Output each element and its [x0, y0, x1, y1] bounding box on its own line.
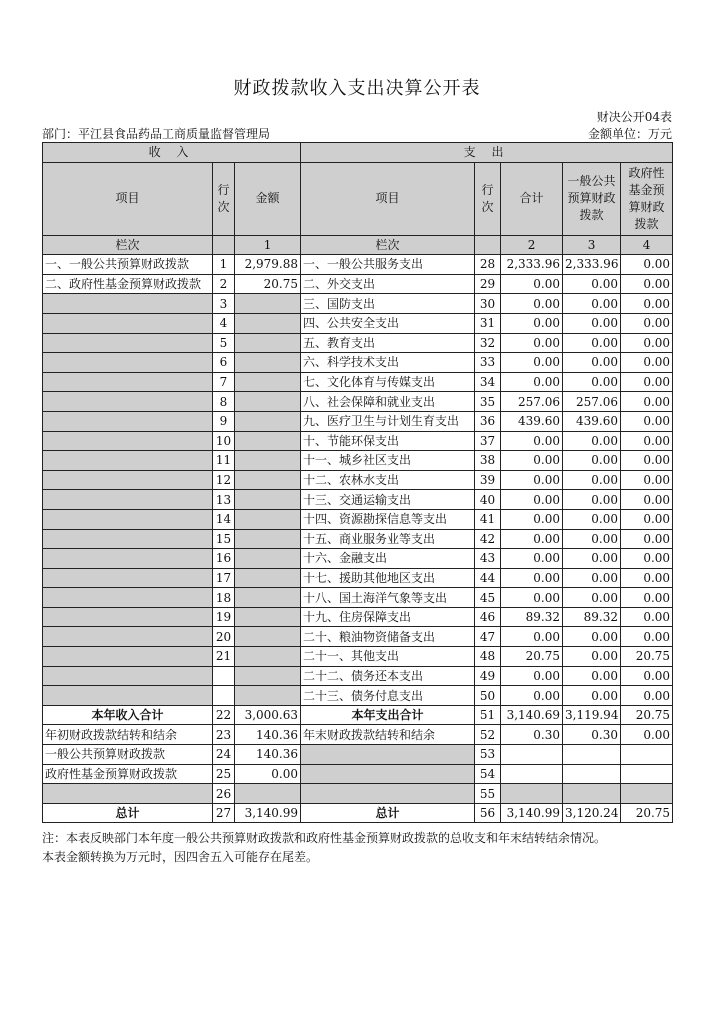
expense-item: 六、科学技术支出 [301, 353, 475, 373]
general-budget-amount: 0.00 [563, 509, 621, 529]
grand-expense-fund: 20.75 [621, 803, 673, 823]
line-number: 54 [475, 764, 501, 784]
expense-total: 0.00 [501, 333, 563, 353]
line-number: 32 [475, 333, 501, 353]
begin-fund-row [43, 764, 673, 784]
expense-total: 2,333.96 [501, 255, 563, 275]
end-balance-general: 0.30 [563, 725, 621, 745]
gov-fund-header: 政府性基金预算财政拨款 [621, 162, 673, 235]
line-number [213, 686, 235, 706]
line-number: 41 [475, 509, 501, 529]
line-number: 17 [213, 568, 235, 588]
expense-total: 89.32 [501, 607, 563, 627]
income-item [43, 372, 213, 392]
income-amount: 20.75 [235, 274, 301, 294]
grand-total-row [43, 803, 673, 823]
line-number: 53 [475, 745, 501, 765]
blank-cell [563, 784, 621, 804]
column-index-2: 2 [501, 235, 563, 255]
general-budget-amount: 2,333.96 [563, 255, 621, 275]
table-row [43, 568, 673, 588]
line-number: 46 [475, 607, 501, 627]
expense-total: 20.75 [501, 647, 563, 667]
column-index-blank [475, 235, 501, 255]
year-expense-total: 3,140.69 [501, 705, 563, 725]
income-amount: 2,979.88 [235, 255, 301, 275]
general-budget-amount: 0.00 [563, 529, 621, 549]
gov-fund-amount: 0.00 [621, 313, 673, 333]
gov-fund-amount: 0.00 [621, 392, 673, 412]
page-title: 财政拨款收入支出决算公开表 [233, 78, 481, 99]
blank-cell [563, 764, 621, 784]
table-row [43, 274, 673, 294]
line-number: 1 [213, 255, 235, 275]
line-number: 48 [475, 647, 501, 667]
table-row [43, 509, 673, 529]
gov-fund-amount: 0.00 [621, 509, 673, 529]
expense-total: 0.00 [501, 313, 563, 333]
expense-item: 二、外交支出 [301, 274, 475, 294]
general-budget-amount: 0.00 [563, 568, 621, 588]
gov-fund-amount: 0.00 [621, 529, 673, 549]
table-row [43, 294, 673, 314]
line-number: 36 [475, 411, 501, 431]
blank-cell [621, 784, 673, 804]
line-number: 38 [475, 451, 501, 471]
table-row [43, 647, 673, 667]
general-budget-header: 一般公共预算财政拨款 [563, 162, 621, 235]
year-expense-label: 本年支出合计 [301, 705, 475, 725]
income-item [43, 470, 213, 490]
line-number: 43 [475, 549, 501, 569]
income-amount [235, 529, 301, 549]
income-amount [235, 686, 301, 706]
table-row [43, 490, 673, 510]
gov-fund-amount: 0.00 [621, 353, 673, 373]
expense-item: 四、公共安全支出 [301, 313, 475, 333]
blank-cell [301, 784, 475, 804]
general-budget-amount: 0.00 [563, 431, 621, 451]
line-number: 14 [213, 509, 235, 529]
line-number: 9 [213, 411, 235, 431]
line-number: 12 [213, 470, 235, 490]
income-amount [235, 431, 301, 451]
income-item [43, 686, 213, 706]
general-budget-amount: 0.00 [563, 313, 621, 333]
column-index-3: 3 [563, 235, 621, 255]
general-budget-amount: 0.00 [563, 647, 621, 667]
expense-item: 八、社会保障和就业支出 [301, 392, 475, 412]
income-amount [235, 588, 301, 608]
income-item [43, 549, 213, 569]
gov-fund-amount: 0.00 [621, 372, 673, 392]
table-row [43, 333, 673, 353]
expense-total: 0.00 [501, 627, 563, 647]
line-number: 29 [475, 274, 501, 294]
expense-item: 十三、交通运输支出 [301, 490, 475, 510]
gov-fund-amount: 0.00 [621, 451, 673, 471]
begin-balance-amount: 140.36 [235, 725, 301, 745]
grand-expense-label: 总计 [301, 803, 475, 823]
income-amount [235, 372, 301, 392]
column-index-row [43, 235, 673, 255]
begin-fund-label: 政府性基金预算财政拨款 [43, 764, 213, 784]
income-item [43, 666, 213, 686]
expense-total: 0.00 [501, 294, 563, 314]
income-amount [235, 607, 301, 627]
income-item [43, 568, 213, 588]
line-number: 26 [213, 784, 235, 804]
year-total-row [43, 705, 673, 725]
table-row [43, 431, 673, 451]
year-expense-fund: 20.75 [621, 705, 673, 725]
income-item-header: 项目 [43, 162, 213, 235]
line-number: 37 [475, 431, 501, 451]
expense-total: 0.00 [501, 509, 563, 529]
general-budget-amount: 0.00 [563, 686, 621, 706]
table-notes [42, 829, 682, 867]
income-amount [235, 568, 301, 588]
expense-item: 十五、商业服务业等支出 [301, 529, 475, 549]
end-balance-total: 0.30 [501, 725, 563, 745]
table-row [43, 627, 673, 647]
general-budget-amount: 0.00 [563, 274, 621, 294]
expense-item: 十、节能环保支出 [301, 431, 475, 451]
general-budget-amount: 0.00 [563, 451, 621, 471]
table-row [43, 588, 673, 608]
line-number: 30 [475, 294, 501, 314]
income-item [43, 509, 213, 529]
income-item [43, 607, 213, 627]
gov-fund-amount: 0.00 [621, 666, 673, 686]
begin-general-amount: 140.36 [235, 745, 301, 765]
expense-total: 0.00 [501, 549, 563, 569]
department-label: 部门：平江县食品药品工商质量监督管理局 [42, 127, 271, 141]
note-line: 本表金额转换为万元时，因四舍五入可能存在尾差。 [42, 850, 319, 864]
gov-fund-amount: 20.75 [621, 647, 673, 667]
line-number: 6 [213, 353, 235, 373]
line-number: 51 [475, 705, 501, 725]
blank-cell [563, 745, 621, 765]
general-budget-amount: 0.00 [563, 588, 621, 608]
income-item: 二、政府性基金预算财政拨款 [43, 274, 213, 294]
begin-general-row [43, 745, 673, 765]
gov-fund-amount: 0.00 [621, 568, 673, 588]
income-item [43, 294, 213, 314]
income-amount [235, 627, 301, 647]
line-number: 4 [213, 313, 235, 333]
income-amount [235, 392, 301, 412]
income-amount [235, 313, 301, 333]
expense-total: 0.00 [501, 431, 563, 451]
income-amount [235, 470, 301, 490]
note-line: 注：本表反映部门本年度一般公共预算财政拨款和政府性基金预算财政拨款的总收支和年末结转结余情况。 [42, 831, 607, 845]
fiscal-allocation-table [42, 142, 673, 823]
gov-fund-amount: 0.00 [621, 431, 673, 451]
expense-item: 二十、粮油物资储备支出 [301, 627, 475, 647]
line-number: 39 [475, 470, 501, 490]
income-amount [235, 490, 301, 510]
expense-total-header: 合计 [501, 162, 563, 235]
income-amount-header: 金额 [235, 162, 301, 235]
gov-fund-amount: 0.00 [621, 490, 673, 510]
line-number: 5 [213, 333, 235, 353]
income-item [43, 333, 213, 353]
expense-item: 十七、援助其他地区支出 [301, 568, 475, 588]
blank-cell [501, 764, 563, 784]
blank-cell [501, 784, 563, 804]
income-section-header: 收 入 [43, 143, 301, 163]
gov-fund-amount: 0.00 [621, 588, 673, 608]
gov-fund-amount: 0.00 [621, 607, 673, 627]
income-item [43, 313, 213, 333]
column-index-label-expense: 栏次 [301, 235, 475, 255]
income-item [43, 529, 213, 549]
table-row [43, 353, 673, 373]
general-budget-amount: 0.00 [563, 294, 621, 314]
table-row [43, 313, 673, 333]
table-row [43, 255, 673, 275]
column-index-blank [213, 235, 235, 255]
form-code: 财决公开04表 [596, 110, 672, 124]
line-number: 28 [475, 255, 501, 275]
income-amount [235, 294, 301, 314]
grand-expense-total: 3,140.99 [501, 803, 563, 823]
line-number: 19 [213, 607, 235, 627]
expense-line-header: 行次 [475, 162, 501, 235]
line-number: 3 [213, 294, 235, 314]
expense-total: 0.00 [501, 470, 563, 490]
expense-total: 0.00 [501, 451, 563, 471]
begin-general-label: 一般公共预算财政拨款 [43, 745, 213, 765]
general-budget-amount: 89.32 [563, 607, 621, 627]
line-number: 52 [475, 725, 501, 745]
gov-fund-amount: 0.00 [621, 411, 673, 431]
table-row [43, 372, 673, 392]
year-expense-general: 3,119.94 [563, 705, 621, 725]
line-number: 10 [213, 431, 235, 451]
expense-item: 三、国防支出 [301, 294, 475, 314]
income-item [43, 392, 213, 412]
general-budget-amount: 0.00 [563, 627, 621, 647]
line-number: 49 [475, 666, 501, 686]
income-item [43, 411, 213, 431]
general-budget-amount: 0.00 [563, 333, 621, 353]
general-budget-amount: 0.00 [563, 470, 621, 490]
line-number: 44 [475, 568, 501, 588]
income-line-header: 行次 [213, 162, 235, 235]
expense-item: 九、医疗卫生与计划生育支出 [301, 411, 475, 431]
income-item [43, 451, 213, 471]
expense-item: 二十三、债务付息支出 [301, 686, 475, 706]
line-number: 34 [475, 372, 501, 392]
line-number: 13 [213, 490, 235, 510]
general-budget-amount: 0.00 [563, 549, 621, 569]
table-row [43, 686, 673, 706]
section-header-row [43, 143, 673, 163]
income-item [43, 627, 213, 647]
expense-item: 五、教育支出 [301, 333, 475, 353]
line-number: 25 [213, 764, 235, 784]
line-number: 56 [475, 803, 501, 823]
gov-fund-amount: 0.00 [621, 333, 673, 353]
expense-item: 十六、金融支出 [301, 549, 475, 569]
grand-income-amount: 3,140.99 [235, 803, 301, 823]
line-number: 21 [213, 647, 235, 667]
expense-section-header: 支 出 [301, 143, 673, 163]
blank-cell [621, 764, 673, 784]
grand-expense-general: 3,120.24 [563, 803, 621, 823]
table-row [43, 411, 673, 431]
year-income-label: 本年收入合计 [43, 705, 213, 725]
expense-total: 0.00 [501, 372, 563, 392]
line-number: 33 [475, 353, 501, 373]
income-item [43, 588, 213, 608]
line-number: 35 [475, 392, 501, 412]
line-number: 55 [475, 784, 501, 804]
income-amount [235, 549, 301, 569]
general-budget-amount: 0.00 [563, 666, 621, 686]
line-number: 45 [475, 588, 501, 608]
line-number: 20 [213, 627, 235, 647]
end-balance-fund: 0.00 [621, 725, 673, 745]
general-budget-amount: 0.00 [563, 353, 621, 373]
income-item: 一、一般公共预算财政拨款 [43, 255, 213, 275]
gov-fund-amount: 0.00 [621, 686, 673, 706]
line-number: 27 [213, 803, 235, 823]
line-number: 11 [213, 451, 235, 471]
line-number: 24 [213, 745, 235, 765]
gov-fund-amount: 0.00 [621, 274, 673, 294]
column-index-1: 1 [235, 235, 301, 255]
blank-cell [43, 784, 213, 804]
expense-item: 十四、资源勘探信息等支出 [301, 509, 475, 529]
expense-item: 十八、国土海洋气象等支出 [301, 588, 475, 608]
line-number: 7 [213, 372, 235, 392]
year-income-amount: 3,000.63 [235, 705, 301, 725]
income-item [43, 490, 213, 510]
balance-row [43, 725, 673, 745]
column-index-label: 栏次 [43, 235, 213, 255]
line-number [213, 666, 235, 686]
expense-total: 439.60 [501, 411, 563, 431]
blank-cell [235, 784, 301, 804]
general-budget-amount: 439.60 [563, 411, 621, 431]
gov-fund-amount: 0.00 [621, 627, 673, 647]
expense-item: 十二、农林水支出 [301, 470, 475, 490]
expense-item: 二十二、债务还本支出 [301, 666, 475, 686]
gov-fund-amount: 0.00 [621, 470, 673, 490]
general-budget-amount: 0.00 [563, 490, 621, 510]
table-row [43, 549, 673, 569]
income-amount [235, 509, 301, 529]
line-number: 18 [213, 588, 235, 608]
income-amount [235, 411, 301, 431]
income-amount [235, 353, 301, 373]
income-item [43, 353, 213, 373]
expense-total: 0.00 [501, 529, 563, 549]
column-index-4: 4 [621, 235, 673, 255]
expense-total: 0.00 [501, 274, 563, 294]
blank-cell [301, 764, 475, 784]
table-row [43, 666, 673, 686]
table-row [43, 451, 673, 471]
expense-total: 257.06 [501, 392, 563, 412]
income-item [43, 647, 213, 667]
begin-balance-label: 年初财政拨款结转和结余 [43, 725, 213, 745]
income-amount [235, 333, 301, 353]
income-amount [235, 647, 301, 667]
expense-total: 0.00 [501, 666, 563, 686]
expense-total: 0.00 [501, 686, 563, 706]
gov-fund-amount: 0.00 [621, 294, 673, 314]
amount-unit-label: 金额单位：万元 [587, 127, 672, 141]
gov-fund-amount: 0.00 [621, 255, 673, 275]
expense-item: 十九、住房保障支出 [301, 607, 475, 627]
expense-total: 0.00 [501, 353, 563, 373]
table-row [43, 607, 673, 627]
expense-total: 0.00 [501, 568, 563, 588]
expense-item: 十一、城乡社区支出 [301, 451, 475, 471]
general-budget-amount: 0.00 [563, 372, 621, 392]
gov-fund-amount: 0.00 [621, 549, 673, 569]
blank-cell [501, 745, 563, 765]
general-budget-amount: 257.06 [563, 392, 621, 412]
line-number: 2 [213, 274, 235, 294]
line-number: 15 [213, 529, 235, 549]
expense-item: 一、一般公共服务支出 [301, 255, 475, 275]
grand-income-label: 总计 [43, 803, 213, 823]
line-number: 50 [475, 686, 501, 706]
end-balance-label: 年末财政拨款结转和结余 [301, 725, 475, 745]
expense-item-header: 项目 [301, 162, 475, 235]
table-row [43, 392, 673, 412]
blank-cell [301, 745, 475, 765]
income-amount [235, 666, 301, 686]
line-number: 40 [475, 490, 501, 510]
line-number: 31 [475, 313, 501, 333]
begin-fund-amount: 0.00 [235, 764, 301, 784]
table-row [43, 529, 673, 549]
line-number: 22 [213, 705, 235, 725]
income-item [43, 431, 213, 451]
column-header-row [43, 162, 673, 235]
table-row [43, 470, 673, 490]
line-number: 8 [213, 392, 235, 412]
line-number: 47 [475, 627, 501, 647]
line-number: 23 [213, 725, 235, 745]
income-amount [235, 451, 301, 471]
expense-item: 二十一、其他支出 [301, 647, 475, 667]
expense-item: 七、文化体育与传媒支出 [301, 372, 475, 392]
expense-total: 0.00 [501, 588, 563, 608]
blank-cell [621, 745, 673, 765]
line-number: 42 [475, 529, 501, 549]
line-number: 16 [213, 549, 235, 569]
expense-total: 0.00 [501, 490, 563, 510]
blank-row [43, 784, 673, 804]
